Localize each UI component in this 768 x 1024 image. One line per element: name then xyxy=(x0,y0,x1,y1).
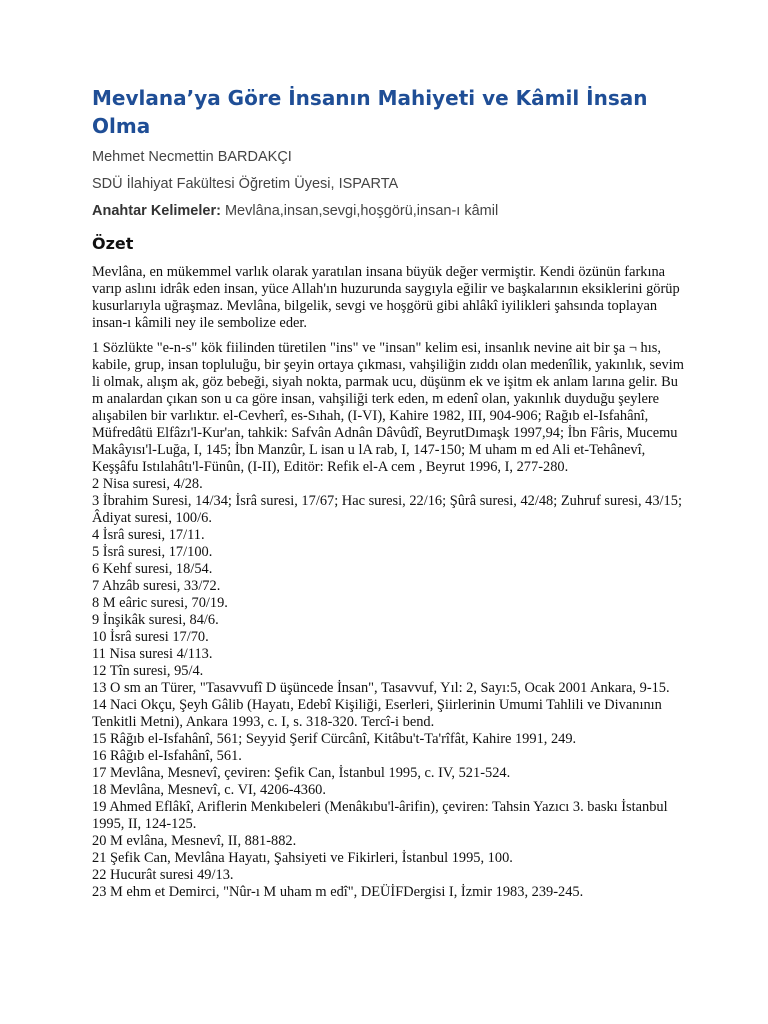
keywords-line xyxy=(92,202,688,220)
footnote-13: 13 O sm an Türer, "Tasavvufî D üşüncede İnsan", Tasavvuf, Yıl: 2, Sayı:5, Ocak 2001 Ankara, 9-15. xyxy=(92,680,670,696)
footnote-1: 1 Sözlükte "e-n-s" kök fiilinden türetilen "ins" ve "insan" kelim esi, insanlık nevine ait bir şa ¬ hıs, kabile, grup, insan topluluğu, bir şeyin ortaya çıkması, vahşiliğin zıddı olan medenîlik, yakınlık, sevim li olmak, alışm ak, göz bebeği, siyah nokta, parmak ucu, düşünm ek ve işitm ek anlam larına gelir. Bu m analardan çıkan son u ca göre insan, vahşiliği terk eden, m edenî olan, yakınlık duyduğu şeylere alışabilen bir varlıktır. el-Cevherî, es-Sıhah, (I-VI), Kahire 1982, III, 904-906; Rağıb el-Isfahânî, Müfredâtü Elfâzı'l-Kur'an, tahkik: Safvân Adnân Dâvûdî, BeyrutDımaşk 1997,94; İbn Fâris, Mucemu Makâyısı'l-Luğa, I, 145; İbn Manzûr, L isan u lA rab, I, 147-150; M uham m ed Ali et-Tehânevî, Keşşâfu Istılahâtı'l-Fünûn, (I-II), Editör: Refik el-A cem , Beyrut 1996, I, 277-280. xyxy=(92,340,684,475)
footnote-3: 3 İbrahim Suresi, 14/34; İsrâ suresi, 17/67; Hac suresi, 22/16; Şûrâ suresi, 42/48; Zuhruf suresi, 43/15; Âdiyat suresi, 100/6. xyxy=(92,493,682,526)
abstract-heading: Özet xyxy=(92,234,134,253)
footnote-8: 8 M eâric suresi, 70/19. xyxy=(92,595,228,611)
footnote-2: 2 Nisa suresi, 4/28. xyxy=(92,476,203,492)
footnote-11: 11 Nisa suresi 4/113. xyxy=(92,646,213,662)
footnote-19: 19 Ahmed Eflâkî, Ariflerin Menkıbeleri (Menâkıbu'l-ârifin), çeviren: Tahsin Yazıcı 3. baskı İstanbul 1995, II, 124-125. xyxy=(92,799,668,832)
footnote-21: 21 Şefik Can, Mevlâna Hayatı, Şahsiyeti ve Fikirleri, İstanbul 1995, 100. xyxy=(92,850,513,866)
abstract-text: Mevlâna, en mükemmel varlık olarak yaratılan insana büyük değer vermiştir. Kendi özünün farkına varıp aslını idrâk eden insan, yüce Allah'ın huzurunda saygıyla eğilir ve başkalarının eksiklerini görüp kusurlarıyla uğraşmaz. Mevlâna, bilgelik, sevgi ve hoşgörü gibi ahlâkî iyilikleri şahsında toplayan insan-ı kâmili ney ile sembolize eder. xyxy=(92,264,680,331)
footnote-22: 22 Hucurât suresi 49/13. xyxy=(92,867,234,883)
footnote-6: 6 Kehf suresi, 18/54. xyxy=(92,561,213,577)
keywords-value: Mevlâna,insan,sevgi,hoşgörü,insan-ı kâmil xyxy=(220,203,499,219)
footnote-9: 9 İnşikâk suresi, 84/6. xyxy=(92,612,219,628)
footnote-18: 18 Mevlâna, Mesnevî, c. VI, 4206-4360. xyxy=(92,782,326,798)
keywords-label: Anahtar Kelimeler: xyxy=(92,203,221,219)
author-affiliation: SDÜ İlahiyat Fakültesi Öğretim Üyesi, ISPARTA xyxy=(92,176,399,192)
footnote-20: 20 M evlâna, Mesnevî, II, 881-882. xyxy=(92,833,297,849)
footnote-7: 7 Ahzâb suresi, 33/72. xyxy=(92,578,221,594)
footnote-15: 15 Râğıb el-Isfahânî, 561; Seyyid Şerif Cürcânî, Kitâbu't-Ta'rîfât, Kahire 1991, 249. xyxy=(92,731,577,747)
footnote-list xyxy=(92,340,688,901)
article-title: Mevlana’ya Göre İnsanın Mahiyeti ve Kâmil İnsan Olma xyxy=(92,86,648,138)
footnote-17: 17 Mevlâna, Mesnevî, çeviren: Şefik Can, İstanbul 1995, c. IV, 521-524. xyxy=(92,765,511,781)
footnote-4: 4 İsrâ suresi, 17/11. xyxy=(92,527,205,543)
footnote-16: 16 Râğıb el-Isfahânî, 561. xyxy=(92,748,242,764)
footnote-23: 23 M ehm et Demirci, "Nûr-ı M uham m edî", DEÜİFDergisi I, İzmir 1983, 239-245. xyxy=(92,884,584,900)
footnote-14: 14 Naci Okçu, Şeyh Gâlib (Hayatı, Edebî Kişiliği, Eserleri, Şiirlerinin Umumi Tahlili ve Divanının Tenkitli Metni), Ankara 1993, c. I, s. 318-320. Tercî-i bend. xyxy=(92,697,662,730)
footnote-5: 5 İsrâ suresi, 17/100. xyxy=(92,544,213,560)
author-name: Mehmet Necmettin BARDAKÇI xyxy=(92,149,292,165)
footnote-12: 12 Tîn suresi, 95/4. xyxy=(92,663,204,679)
document-page xyxy=(92,84,688,901)
footnote-10: 10 İsrâ suresi 17/70. xyxy=(92,629,209,645)
